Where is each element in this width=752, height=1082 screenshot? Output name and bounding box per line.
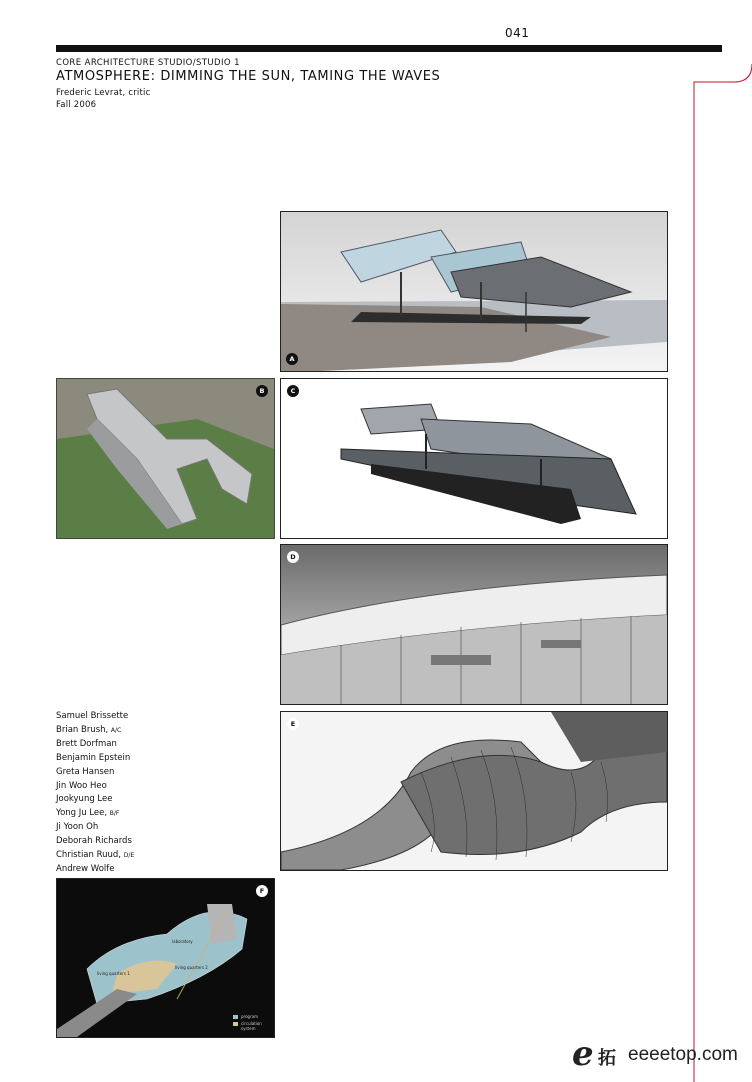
watermark-logo bbox=[572, 1034, 748, 1076]
figure-d-badge: D bbox=[287, 551, 299, 563]
header-rule bbox=[56, 45, 722, 52]
student-name: Christian Ruud, D/E bbox=[56, 850, 135, 861]
student-name: Yong Ju Lee, B/F bbox=[56, 808, 120, 819]
watermark-e-glyph: e bbox=[572, 1034, 594, 1074]
student-name: Deborah Richards bbox=[56, 836, 132, 847]
figure-f-legend-circulation: circulation system bbox=[241, 1021, 262, 1031]
student-name: Jookyung Lee bbox=[56, 794, 113, 805]
student-list bbox=[56, 710, 134, 877]
term-line: Fall 2006 bbox=[56, 100, 97, 110]
figure-f-badge: F bbox=[256, 885, 268, 897]
watermark-cjk: 拓 bbox=[598, 1048, 616, 1069]
figure-e-badge: E bbox=[287, 718, 299, 730]
crop-mark bbox=[692, 0, 752, 1082]
figure-b-site-model bbox=[56, 378, 275, 539]
figure-f-label-living-2: living quarters 2 bbox=[175, 965, 208, 970]
figure-e-structure-render bbox=[280, 711, 668, 871]
critic-line: Frederic Levrat, critic bbox=[56, 88, 151, 98]
figure-c-badge: C bbox=[287, 385, 299, 397]
section-label: CORE ARCHITECTURE STUDIO/STUDIO 1 bbox=[56, 58, 240, 68]
student-name: Samuel Brissette bbox=[56, 711, 129, 721]
student-name: Ji Yoon Oh bbox=[56, 822, 99, 833]
student-name: Greta Hansen bbox=[56, 766, 115, 777]
figure-a-badge: A bbox=[286, 353, 298, 365]
student-name: Andrew Wolfe bbox=[56, 863, 115, 874]
figure-a-pavilion-render bbox=[280, 211, 668, 372]
figure-b-badge: B bbox=[256, 385, 268, 397]
figure-f-program-diagram bbox=[56, 878, 275, 1038]
figure-f-legend-program: program bbox=[241, 1014, 259, 1019]
student-name: Jin Woo Heo bbox=[56, 780, 107, 791]
student-name: Brett Dorfman bbox=[56, 738, 117, 749]
student-name: Benjamin Epstein bbox=[56, 752, 131, 763]
figure-d-interior-render bbox=[280, 544, 668, 705]
figure-f-label-laboratory: laboratory bbox=[172, 939, 193, 944]
figure-c-section-render bbox=[280, 378, 668, 539]
watermark-site: eeeetop.com bbox=[628, 1044, 738, 1065]
page-number: 041 bbox=[505, 26, 530, 40]
student-name: Brian Brush, A/C bbox=[56, 724, 122, 735]
figure-f-label-living-1: living quarters 1 bbox=[97, 971, 130, 976]
page-title: ATMOSPHERE: DIMMING THE SUN, TAMING THE WAVES bbox=[56, 69, 441, 84]
